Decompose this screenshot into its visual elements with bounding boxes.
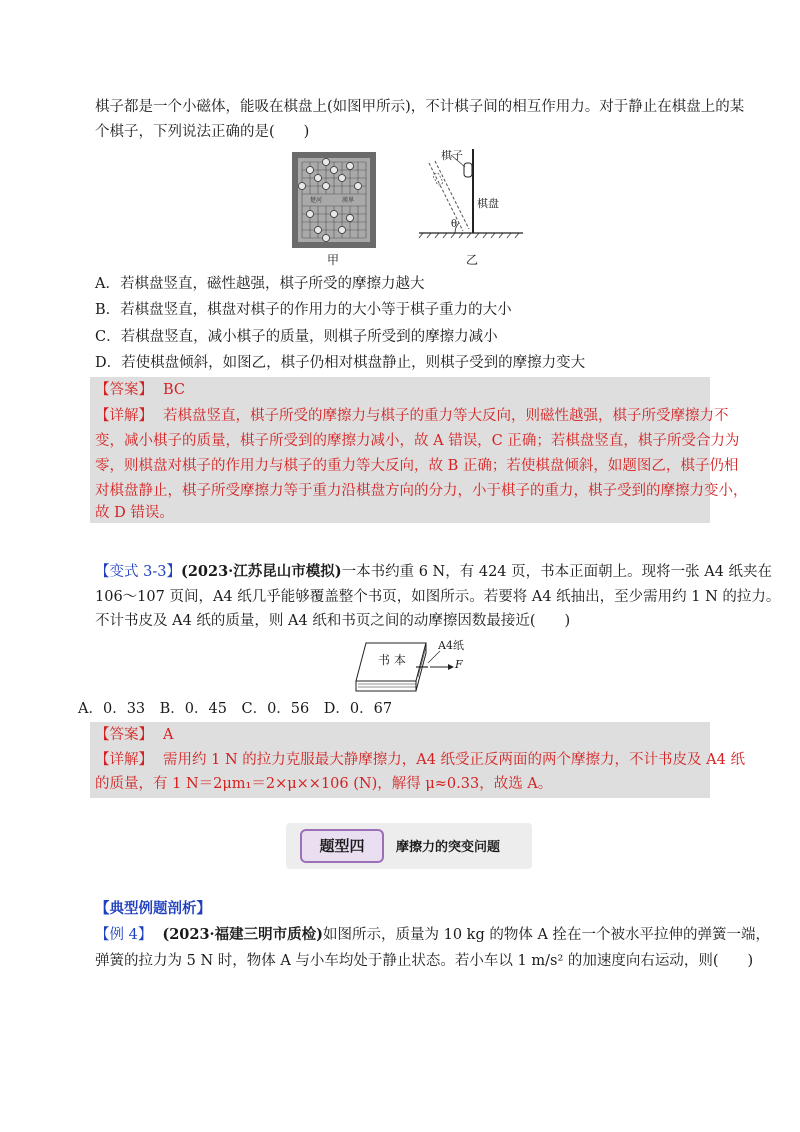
section-number: 题型四	[319, 837, 365, 855]
section-number-box	[300, 829, 384, 863]
q2-answer-box	[90, 722, 745, 798]
q1-detail-line5: 故 D 错误。	[95, 505, 174, 521]
q1-detail-line3: 零，则棋盘对棋子的作用力与棋子的重力等大反向，故 B 正确；若使棋盘倾斜，如题图乙，棋子仍相	[95, 458, 739, 474]
section-title: 摩擦力的突变问题	[396, 840, 501, 855]
q3-stem-line2: 弹簧的拉力为 5 N 时，物体 A 与小车均处于静止状态。若小车以 1 m/s² 的加速度向右运动，则( )	[95, 953, 754, 969]
q3-heading: 【典型例题剖析】	[95, 900, 211, 917]
label-piece: 棋子	[441, 149, 463, 162]
q2-stem-line1: 【变式 3-3】(2023·江苏昆山市模拟)一本书约重 6 N，有 424 页，书本正面朝上。现将一张 A4 纸夹在	[95, 563, 773, 580]
q1-answer-value: BC	[163, 382, 186, 398]
q1-stem-line1: 棋子都是一个小磁体，能吸在棋盘上(如图甲所示)，不计棋子间的相互作用力。对于静止在棋盘上的某	[95, 99, 745, 115]
label-angle: θ	[451, 219, 458, 230]
q2-detail-tag: 【详解】	[95, 752, 153, 768]
q2-options: A．0．33 B．0．45 C．0．56 D．0．67	[78, 701, 393, 717]
q1-detail-line1: 【详解】 若棋盘竖直，棋子所受的摩擦力与棋子的重力等大反向，则磁性越强，棋子所受摩擦力不	[95, 408, 729, 424]
q1-option-b: B．若棋盘竖直，棋盘对棋子的作用力的大小等于棋子重力的大小	[95, 302, 512, 318]
figure-yi-caption: 乙	[466, 253, 479, 267]
figure-yi-tilted-board	[415, 145, 525, 245]
q2-stem-line2: 106～107 页间，A4 纸几乎能够覆盖整个书页，如图所示。若要将 A4 纸抽出，至少需用约 1 N 的拉力。	[95, 589, 781, 605]
q1-detail-line2: 变，减小棋子的质量，棋子所受到的摩擦力减小，故 A 错误，C 正确；若棋盘竖直，棋子所受合力为	[95, 433, 740, 449]
q2-answer-value: A	[163, 727, 174, 743]
q2-source: (2023·江苏昆山市模拟)	[180, 563, 342, 580]
figure-jia-chessboard	[292, 152, 376, 248]
q3-stem-line1: 【例 4】 (2023·福建三明市质检)如图所示，质量为 10 kg 的物体 A 拴在一个被水平拉伸的弹簧一端，	[95, 926, 771, 943]
q1-answer-tag: 【答案】	[95, 382, 153, 398]
section-banner	[286, 823, 532, 869]
label-a4: A4纸	[438, 639, 464, 652]
label-board: 棋盘	[477, 197, 499, 210]
q1-stem-line2: 个棋子，下列说法正确的是( )	[95, 124, 310, 140]
book-text: 书 本	[378, 653, 406, 667]
q3-source: (2023·福建三明市质检)	[162, 926, 323, 943]
q2-answer-tag: 【答案】	[95, 727, 153, 743]
q1-detail-tag: 【详解】	[95, 408, 153, 424]
q2-detail-line1: 【详解】 需用约 1 N 的拉力克服最大静摩擦力，A4 纸受正反两面的两个摩擦力，不计书皮及 A4 纸	[95, 752, 745, 768]
label-f: F	[455, 658, 463, 671]
q1-detail-line4: 对棋盘静止，棋子所受摩擦力等于重力沿棋盘方向的分力，小于棋子的重力，棋子受到的摩擦力变小，	[95, 483, 748, 499]
q2-tag: 【变式 3-3】	[95, 564, 181, 580]
board-right-text: 漢界	[342, 197, 355, 204]
q2-answer-line	[95, 725, 173, 745]
figure-jia-caption: 甲	[327, 253, 340, 267]
q1-option-d: D．若使棋盘倾斜，如图乙，棋子仍相对棋盘静止，则棋子受到的摩擦力变大	[95, 355, 586, 371]
figure-book	[352, 637, 487, 699]
q1-option-a: A．若棋盘竖直，磁性越强，棋子所受的摩擦力越大	[95, 276, 425, 292]
board-left-text: 楚河	[310, 197, 323, 204]
q1-answer-line	[95, 380, 185, 400]
q2-stem-line3: 不计书皮及 A4 纸的质量，则 A4 纸和书页之间的动摩擦因数最接近( )	[95, 613, 571, 629]
q3-tag: 【例 4】	[95, 927, 153, 943]
q2-detail-line2: 的质量，有 1 N＝2μm₁＝2×μ××106 (N)，解得 μ≈0.33，故选 A。	[95, 776, 553, 792]
q1-answer-box	[90, 377, 748, 523]
q1-option-c: C．若棋盘竖直，减小棋子的质量，则棋子所受到的摩擦力减小	[95, 329, 498, 345]
